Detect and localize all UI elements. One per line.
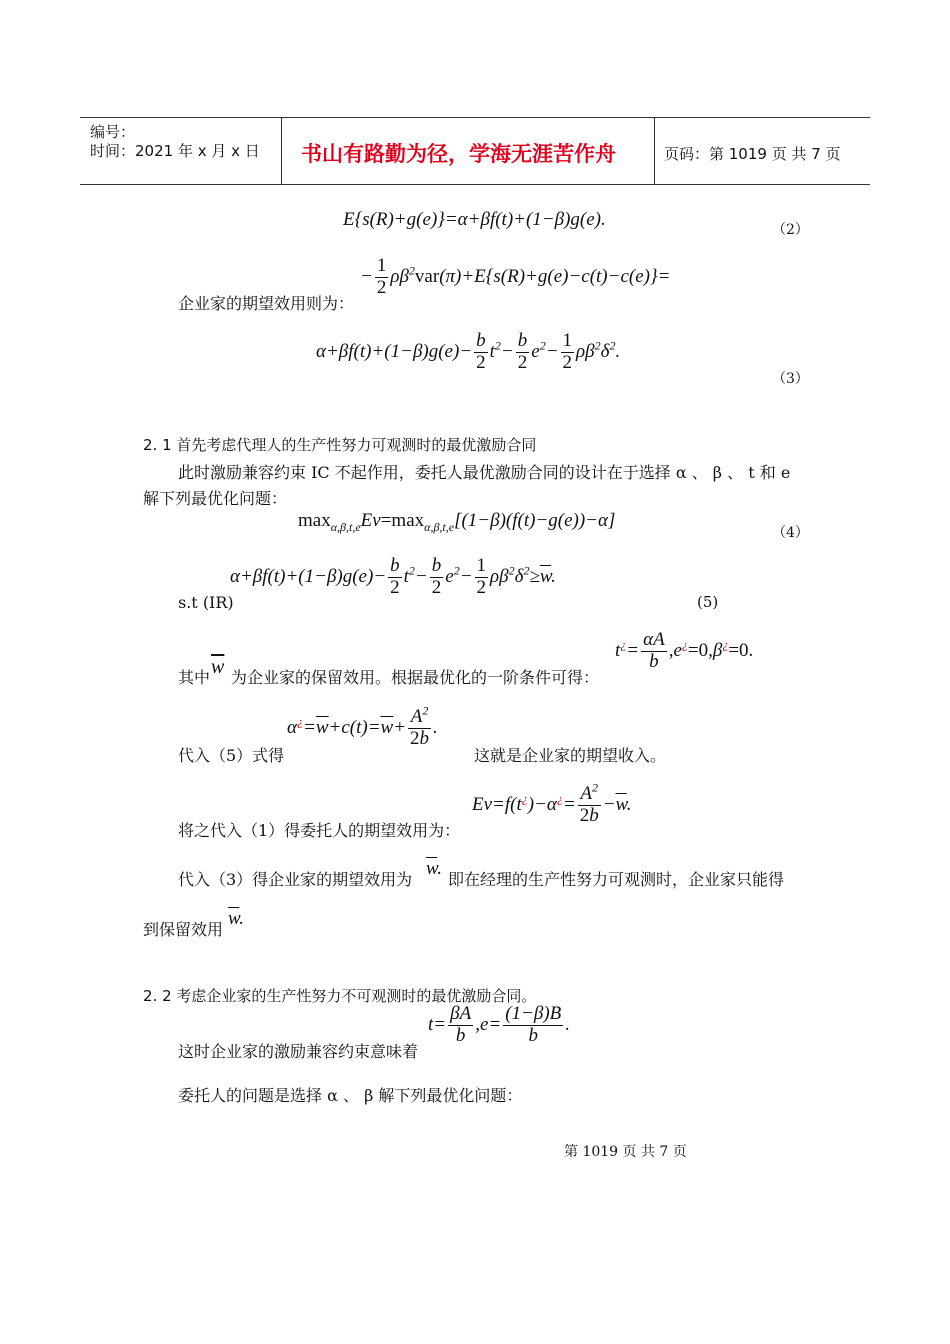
header-divider-1 <box>281 117 282 185</box>
equation-3-line1: − $\frac{1}{2}$ $\rho\beta^2var(\pi)+E\{s(R)+g(e)-c(t)-c(e)\}=$ <box>360 255 671 298</box>
substitute-3-text-a: 代入（3）得企业家的期望效用为 <box>178 870 413 889</box>
section-2-1-para-line2: 解下列最优化问题： <box>143 489 288 508</box>
principal-utility-equation: Ev=f(t¿)−α¿= $\frac{A^2}{2b}$ $-\overline{w}$. <box>472 780 632 826</box>
reservation-text-b: 为企业家的保留效用。根据最优化的一阶条件可得： <box>231 668 600 687</box>
expected-utility-intro: 企业家的期望效用则为： <box>178 294 355 313</box>
header-page-code: 页码：第 1019 页 共 7 页 <box>664 145 841 163</box>
header-bottom-rule <box>80 184 870 185</box>
equation-3-number: （3） <box>772 371 809 387</box>
section-2-2-title: 2. 2 考虑企业家的生产性努力不可观测时的最优激励合同。 <box>143 987 537 1005</box>
section-2-2-para-2: 委托人的问题是选择 α 、 β 解下列最优化问题： <box>178 1086 523 1105</box>
header-top-rule <box>80 117 870 118</box>
section-2-2-para-1: 这时企业家的激励兼容约束意味着 <box>178 1042 419 1061</box>
equation-5-number: (5) <box>697 593 719 611</box>
header-time-label: 时间：2021 年 x 月 x 日 <box>90 142 260 160</box>
substitute-1-text: 将之代入（1）得委托人的期望效用为： <box>178 821 461 840</box>
st-ir-label: s.t (IR) <box>178 593 234 612</box>
reservation-text-a: 其中 <box>178 668 211 687</box>
equation-4-number: （4） <box>772 525 809 541</box>
section-2-1-para-line1: 此时激励兼容约束 IC 不起作用，委托人最优激励合同的设计在于选择 α 、 β 、 t 和 e <box>178 463 791 482</box>
header-number-label: 编号： <box>90 123 136 141</box>
substitute-3-text-b: 即在经理的生产性努力可观测时，企业家只能得 <box>448 870 785 889</box>
page-footer: 第 1019 页 共 7 页 <box>564 1144 687 1160</box>
first-order-solution: t¿= $\frac{\alpha A}{b}$ ,e¿=0,β¿=0. <box>615 629 754 672</box>
equation-4: $\max_{\alpha,\beta,t,e}Ev=\max_{\alpha,\beta,t,e}[(1-\beta)(f(t)-g(e))-\alpha]$ <box>298 510 616 534</box>
incentive-constraint-equation: t= $\frac{\beta A}{b}$ ,e= $\frac{(1-\beta)B}{b}$ . <box>428 1003 570 1046</box>
alpha-star-equation: $\alpha^¿=\overline{w}+c(t)=\overline{w}+$ $\frac{A^2}{2b}$ . <box>287 703 438 749</box>
equation-2: E{s(R)+g(e)}=α+βf(t)+(1−β)g(e). <box>343 209 606 230</box>
header-motto: 书山有路勤为径，学海无涯苦作舟 <box>301 142 616 166</box>
equation-5: α+βf(t)+(1−β)g(e)− $\frac{b}{2}$ $t^2-$ $\frac{b}{2}$ $e^2-$ $\frac{1}{2}$ $\rho\beta^2\delta^2\ge\overline{w}$. <box>230 555 556 598</box>
w-bar-symbol-3: $\overline{w}$. <box>228 908 245 929</box>
header-divider-2 <box>654 117 655 185</box>
expected-income-text: 这就是企业家的期望收入。 <box>474 746 667 765</box>
w-bar-symbol: $\overline{w}$ <box>211 656 225 678</box>
w-bar-symbol-2: $\overline{w}$. <box>426 858 443 879</box>
equation-2-number: （2） <box>772 222 809 238</box>
substitute-5-text: 代入（5）式得 <box>178 746 285 765</box>
section-2-1-title: 2. 1 首先考虑代理人的生产性努力可观测时的最优激励合同 <box>143 436 537 454</box>
equation-3-line2: α+βf(t)+(1−β)g(e)− $\frac{b}{2}$ $t^2-$ $\frac{b}{2}$ $e^2-$ $\frac{1}{2}$ $\rho\beta^2\delta^2$. <box>316 330 621 373</box>
substitute-3-text-c: 到保留效用 <box>143 920 224 939</box>
